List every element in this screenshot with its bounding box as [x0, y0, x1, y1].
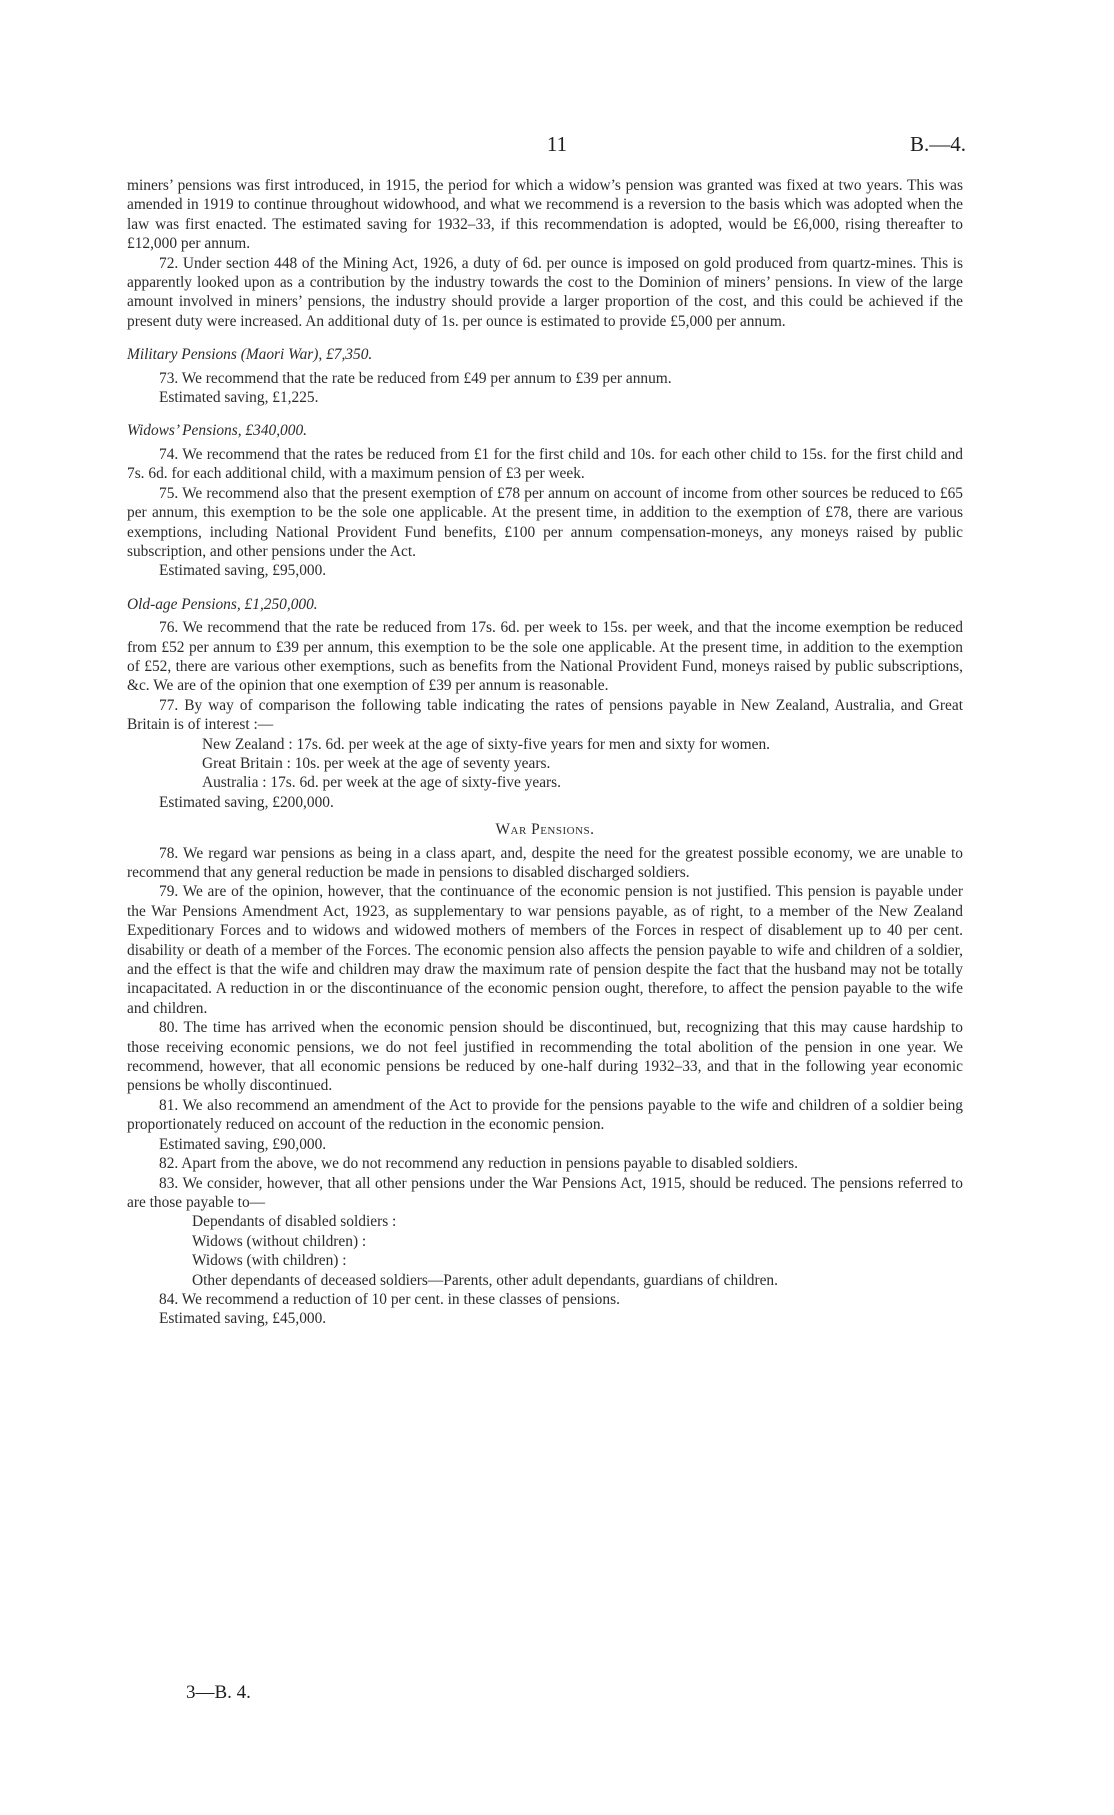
body-text: [127, 176, 963, 1329]
paragraph-73: 73. We recommend that the rate be reduced from £49 per annum to £39 per annum.: [159, 369, 672, 387]
footer-code: 3—B. 4.: [186, 1682, 251, 1703]
paragraph-80: 80. The time has arrived when the economic pension should be discontinued, but, recognizing that this may cause hardship to those receiving economic pensions, we do not feel justified in recommending the total abolition of the pension in one year. We recommend, however, that all economic pensions be reduced by one-half during 1932–33, and that in the following year economic pensions be wholly discontinued.: [127, 1019, 963, 1095]
document-code: B.—4.: [910, 132, 967, 156]
heading-military-pensions: Military Pensions (Maori War), £7,350.: [127, 346, 373, 364]
rate-great-britain: Great Britain : 10s. per week at the age of seventy years.: [202, 754, 551, 772]
heading-old-age-pensions: Old-age Pensions, £1,250,000.: [127, 595, 318, 613]
estimated-saving-73: Estimated saving, £1,225.: [159, 389, 319, 407]
estimated-saving-84: Estimated saving, £45,000.: [159, 1310, 327, 1328]
list-item: Other dependants of deceased soldiers—Parents, other adult dependants, guardians of children.: [192, 1271, 778, 1289]
paragraph-84: 84. We recommend a reduction of 10 per cent. in these classes of pensions.: [159, 1290, 620, 1308]
paragraph-76: 76. We recommend that the rate be reduced from 17s. 6d. per week to 15s. per week, and that the income exemption be reduced from £52 per annum to £39 per annum, this exemption to be the sole one applicable. At the present time, in addition to the exemption of £52, there are various other exemptions, such as benefits from the National Provident Fund, moneys raised by public subscriptions, &c. We are of the opinion that one exemption of £39 per annum is reasonable.: [127, 619, 963, 695]
paragraph-83: 83. We consider, however, that all other pensions under the War Pensions Act, 1915, should be reduced. The pensions referred to are those payable to—: [127, 1174, 963, 1211]
paragraph-82: 82. Apart from the above, we do not recommend any reduction in pensions payable to disabled soldiers.: [159, 1155, 798, 1173]
paragraph-78: 78. We regard war pensions as being in a class apart, and, despite the need for the greatest possible economy, we are unable to recommend that any general reduction be made in pensions to disabled discharged soldiers.: [127, 844, 963, 881]
estimated-saving-81: Estimated saving, £90,000.: [159, 1135, 327, 1153]
paragraph-75: 75. We recommend also that the present exemption of £78 per annum on account of income from other sources be reduced to £65 per annum, this exemption to be the sole one applicable. At the present time, in addition to the exemption of £78, there are various exemptions, including National Provident Fund benefits, £100 per annum compensation-moneys, any moneys raised by public subscription, and other pensions under the Act.: [127, 484, 963, 560]
paragraph-intro: miners’ pensions was first introduced, in 1915, the period for which a widow’s pension was granted was fixed at two years. This was amended in 1919 to continue throughout widowhood, and what we recommend is a reversion to the basis which was adopted when the law was first enacted. The estimated saving for 1932–33, if this recommendation is adopted, would be £6,000, rising thereafter to £12,000 per annum.: [127, 177, 963, 253]
paragraph-81: 81. We also recommend an amendment of the Act to provide for the pensions payable to the wife and children of a soldier being proportionately reduced on account of the reduction in the economic pension.: [127, 1096, 963, 1134]
estimated-saving-75: Estimated saving, £95,000.: [159, 562, 327, 580]
paragraph-74: 74. We recommend that the rates be reduced from £1 for the first child and 10s. for each other child to 15s. for the first child and 7s. 6d. for each additional child, with a maximum pension of £3 per week.: [127, 445, 963, 483]
estimated-saving-77: Estimated saving, £200,000.: [159, 793, 334, 811]
paragraph-72: 72. Under section 448 of the Mining Act, 1926, a duty of 6d. per ounce is imposed on gold produced from quartz-mines. This is apparently looked upon as a contribution by the industry towards the cost to the Dominion of miners’ pensions. In view of the large amount involved in miners’ pensions, the industry should provide a larger proportion of the cost, and this could be achieved if the present duty were increased. An additional duty of 1s. per ounce is estimated to provide £5,000 per annum.: [127, 254, 963, 330]
heading-war-pensions: War Pensions.: [495, 821, 595, 839]
page-number: 11: [546, 132, 568, 156]
rate-australia: Australia : 17s. 6d. per week at the age of sixty-five years.: [202, 774, 561, 792]
paragraph-79: 79. We are of the opinion, however, that the continuance of the economic pension is not justified. This pension is payable under the War Pensions Amendment Act, 1923, as supplementary to war pensions payable, as of right, to a member of the New Zealand Expeditionary Forces and to widows and widowed mothers of members of the Forces in respect of disablement up to 40 per cent. disability or death of a member of the Forces. The economic pension also affects the pension payable to wife and children of a soldier, and the effect is that the wife and children may draw the maximum rate of pension despite the fact that the husband may not be totally incapacitated. A reduction in or the discontinuance of the economic pension ought, therefore, to affect the pension payable to the wife and children.: [127, 883, 963, 1017]
paragraph-77: 77. By way of comparison the following table indicating the rates of pensions payable in New Zealand, Australia, and Great Britain is of interest :—: [127, 696, 963, 734]
list-item: Dependants of disabled soldiers :: [192, 1213, 397, 1231]
list-item: Widows (with children) :: [192, 1252, 347, 1270]
rate-new-zealand: New Zealand : 17s. 6d. per week at the age of sixty-five years for men and sixty for women.: [202, 735, 770, 753]
list-item: Widows (without children) :: [192, 1232, 367, 1250]
heading-widows-pensions: Widows’ Pensions, £340,000.: [127, 422, 307, 440]
